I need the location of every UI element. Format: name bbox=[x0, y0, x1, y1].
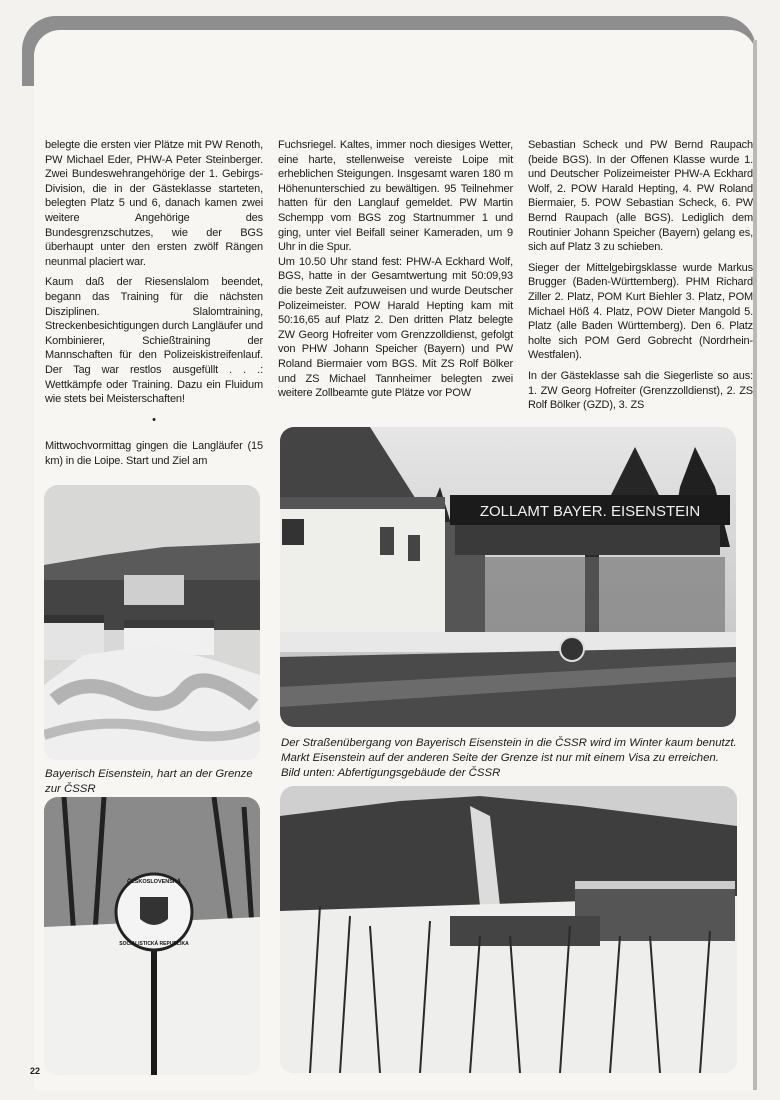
photo-village bbox=[44, 485, 260, 760]
customs-photo-image bbox=[280, 427, 736, 727]
article-column-2 bbox=[278, 138, 513, 407]
paragraph: Fuchsriegel. Kaltes, immer noch diesiges Wetter, eine harte, stellenweise vereiste Loipe mit erheblichen Steigungen. Insgesamt waren 180 m Höhenunterschied zu bewältigen. 95 Teilnehmer hatten für den Langlauf gemeldet. PW Martin Schempp vom BGS zog Startnummer 1 und ging, unter viel Beifall seiner Kameraden, um 9 Uhr in die Spur. bbox=[278, 139, 513, 254]
paragraph: In der Gästeklasse sah die Siegerliste so aus: 1. ZW Georg Hofreiter (Grenzzolldienst), 2. ZS Rolf Bölker (GZD), 3. ZS bbox=[528, 369, 753, 412]
paragraph: Um 10.50 Uhr stand fest: PHW-A Eckhard Wolf, BGS, hatte in der Gesamtwertung mit 50:09,93 die beste Zeit aufzuweisen und wurde Deutscher Polizeimeister. POW Harald Hepting kam mit 50:16,65 auf Platz 2. Den dritten Platz belegte ZW Georg Hofreiter vom Grenzzolldienst, gefolgt von PHW Johann Speicher (Bayern) und PW Roland Biermaier vom BGS. Mit ZS Rolf Bölker und ZS Michael Tannheimer belegten zwei weitere Zollbeamte gute Plätze vor POW bbox=[278, 255, 513, 400]
caption-village: Bayerisch Eisenstein, hart an der Grenze zur ČSSR bbox=[45, 768, 253, 795]
paragraph: Mittwochvormittag gingen die Langläufer (15 km) in die Loipe. Start und Ziel am bbox=[45, 440, 263, 467]
section-separator: • bbox=[152, 413, 156, 426]
paragraph: belegte die ersten vier Plätze mit PW Renoth, PW Michael Eder, PHW-A Peter Steinberger. Zwei Bundeswehrangehörige der 1. Gebirgs-Division, die in der Gästeklasse starteten, belegten Platz 5 und 6, danach kamen zwei weitere Angehörige des Bundesgrenzschutzes, wie der BGS überhaupt unter den ersten zwölf Rängen neunmal placiert war. bbox=[45, 139, 263, 268]
article-column-1 bbox=[45, 138, 263, 474]
photo-border-sign bbox=[44, 797, 260, 1075]
photo-cssr-building bbox=[280, 786, 737, 1073]
border-sign-lettering: SOCIALISTICKÁ REPUBLIKA bbox=[119, 941, 189, 947]
page-edge bbox=[753, 40, 757, 1090]
village-photo-image bbox=[44, 485, 260, 760]
paragraph: Sieger der Mittelgebirgsklasse wurde Markus Brugger (Baden-Württemberg). PHM Richard Ziller 2. Platz, POM Kurt Biehler 3. Platz, POM Michael Höß 4. Platz, POW Dieter Mangold 5. Platz (alle Baden Württemberg). Den 6. Platz holte sich POM Gerd Gobrecht (Nordrhein-Westfalen). bbox=[528, 261, 753, 362]
article-column-3 bbox=[528, 138, 753, 419]
border-sign-lettering: ČESKOSLOVENSKÁ bbox=[127, 879, 181, 885]
page-number: 22 bbox=[30, 1066, 41, 1076]
customs-sign-text: ZOLLAMT BAYER. EISENSTEIN bbox=[479, 503, 701, 520]
cssr-building-photo-image bbox=[280, 786, 737, 1073]
caption-customs: Der Straßenübergang von Bayerisch Eisenstein in die ČSSR wird im Winter kaum benutzt. Markt Eisenstein auf der anderen Seite der Grenze ist nur mit einem Visa zu erreichen. Bild unten: Abfertigungsgebäude der ČSSR bbox=[281, 737, 737, 779]
paragraph: Sebastian Scheck und PW Bernd Raupach (beide BGS). In der Offenen Klasse wurde 1. und Deutscher Polizeimeister PHW-A Eckhard Wolf, 2. POW Harald Hepting, 4. PW Roland Biermaier, 5. POW Sebastian Scheck, 6. PW Bernd Raupach (alle BGS). Lediglich dem Routinier Johann Speicher (Bayern) gelang es, sich auf Platz 3 zu schieben. bbox=[528, 139, 753, 254]
photo-customs-station bbox=[280, 427, 736, 727]
border-sign-photo-image bbox=[44, 797, 260, 1075]
paragraph: Kaum daß der Riesenslalom beendet, begann das Training für die nächsten Disziplinen. Slalomtraining, Streckenbesichtigungen durch Langläufer und Kombinierer, Schießtraining der Mannschaften für den Polizeiskistreifenlauf. Der Tag war restlos ausgefüllt . . .: Wettkämpfe oder Training. Dazu ein Fluidum wie stets bei Meisterschaften! bbox=[45, 276, 263, 406]
